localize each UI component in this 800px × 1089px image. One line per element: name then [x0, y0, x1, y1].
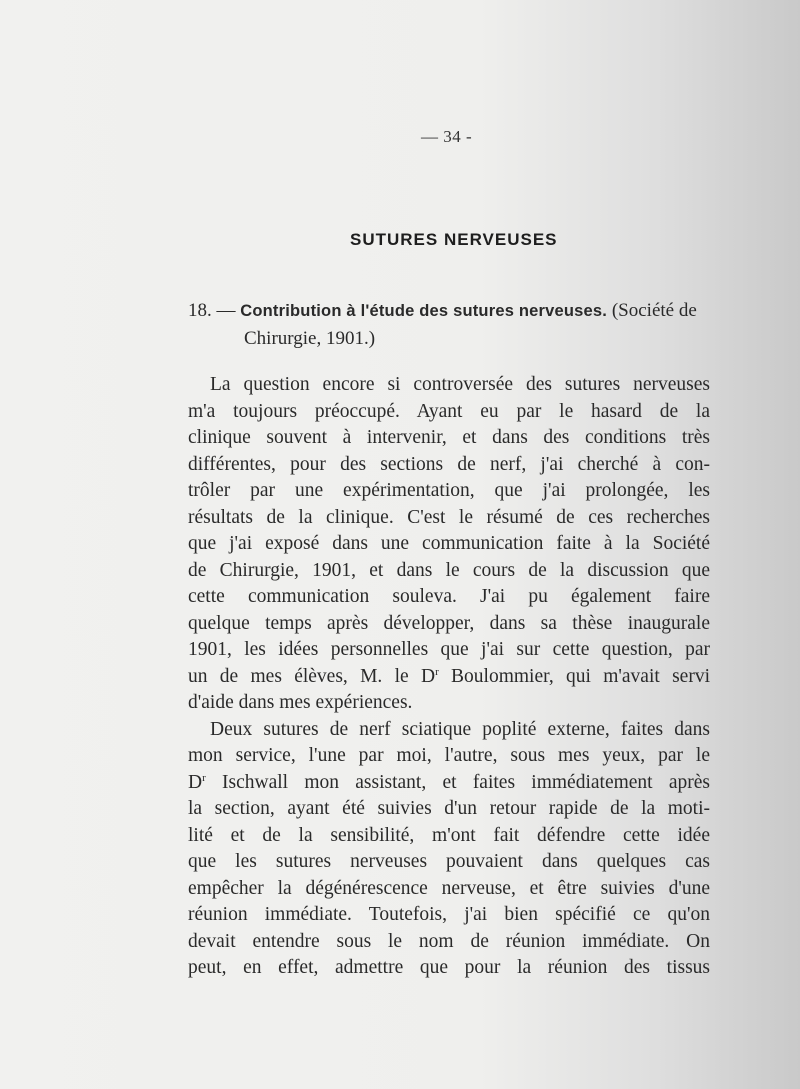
entry-first-line	[188, 297, 713, 325]
paragraph-1-line: quelque temps après développer, dans sa thèse inaugurale	[188, 612, 710, 634]
entry-source: (Société de	[611, 300, 697, 321]
line-text: un de mes élèves, M. le D	[188, 665, 436, 687]
paragraph-2-line: la section, ayant été suivies d'un retour rapide de la moti-	[188, 798, 710, 819]
paragraph-2-line-with-superscript	[188, 770, 710, 797]
paragraph-1-line: différentes, pour des sections de nerf, j'ai cherché à con-	[188, 453, 710, 475]
line-text: D	[188, 771, 203, 793]
entry-title: Contribution à l'étude des sutures nerveuses.	[240, 302, 608, 320]
superscript: r	[435, 665, 439, 678]
entry-number: 18. —	[188, 300, 236, 321]
paragraph-1-line-with-superscript	[188, 664, 710, 691]
bibliography-entry	[188, 297, 713, 352]
paragraph-1-line: que j'ai exposé dans une communication faite à la Société	[188, 533, 710, 554]
entry-source-continued: Chirurgie, 1901.)	[244, 328, 376, 349]
paragraph-1-line: résultats de la clinique. C'est le résumé de ces recherches	[188, 506, 710, 528]
paragraph-2-line: lité et de la sensibilité, m'ont fait défendre cette idée	[188, 824, 710, 846]
paragraph-2-line: mon service, l'une par moi, l'autre, sous mes yeux, par le	[188, 745, 710, 766]
paragraph-2-line: devait entendre sous le nom de réunion immédiate. On	[188, 930, 710, 952]
paragraph-1-last-line: d'aide dans mes expériences.	[188, 692, 413, 713]
line-text: Ischwall mon assistant, et faites immédiatement après	[205, 771, 710, 793]
paragraph-1-line: La question encore si controversée des sutures nerveuses	[210, 374, 710, 395]
paragraph-2-line: empêcher la dégénérescence nerveuse, et être suivies d'une	[188, 877, 710, 899]
paragraph-1-line: cette communication souleva. J'ai pu également faire	[188, 586, 710, 607]
body-text	[188, 372, 710, 982]
paragraph-2-line: peut, en effet, admettre que pour la réunion des tissus	[188, 957, 710, 978]
paragraph-1-line: de Chirurgie, 1901, et dans le cours de la discussion que	[188, 559, 710, 581]
page-number: — 34 -	[421, 127, 473, 146]
line-text: Boulommier, qui m'avait servi	[438, 665, 710, 687]
section-title: SUTURES NERVEUSES	[350, 230, 558, 249]
paragraph-1-line: trôler par une expérimentation, que j'ai prolongée, les	[188, 480, 710, 501]
paragraph-2-line: Deux sutures de nerf sciatique poplité externe, faites dans	[210, 718, 710, 740]
paragraph-2-line: réunion immédiate. Toutefois, j'ai bien spécifié ce qu'on	[188, 904, 710, 925]
paragraph-2-line: que les sutures nerveuses pouvaient dans quelques cas	[188, 851, 710, 872]
paragraph-1-line: 1901, les idées personnelles que j'ai sur cette question, par	[188, 639, 710, 660]
superscript: r	[202, 771, 206, 784]
paragraph-1-line: clinique souvent à intervenir, et dans des conditions très	[188, 427, 710, 448]
paragraph-1-line: m'a toujours préoccupé. Ayant eu par le hasard de la	[188, 400, 710, 422]
